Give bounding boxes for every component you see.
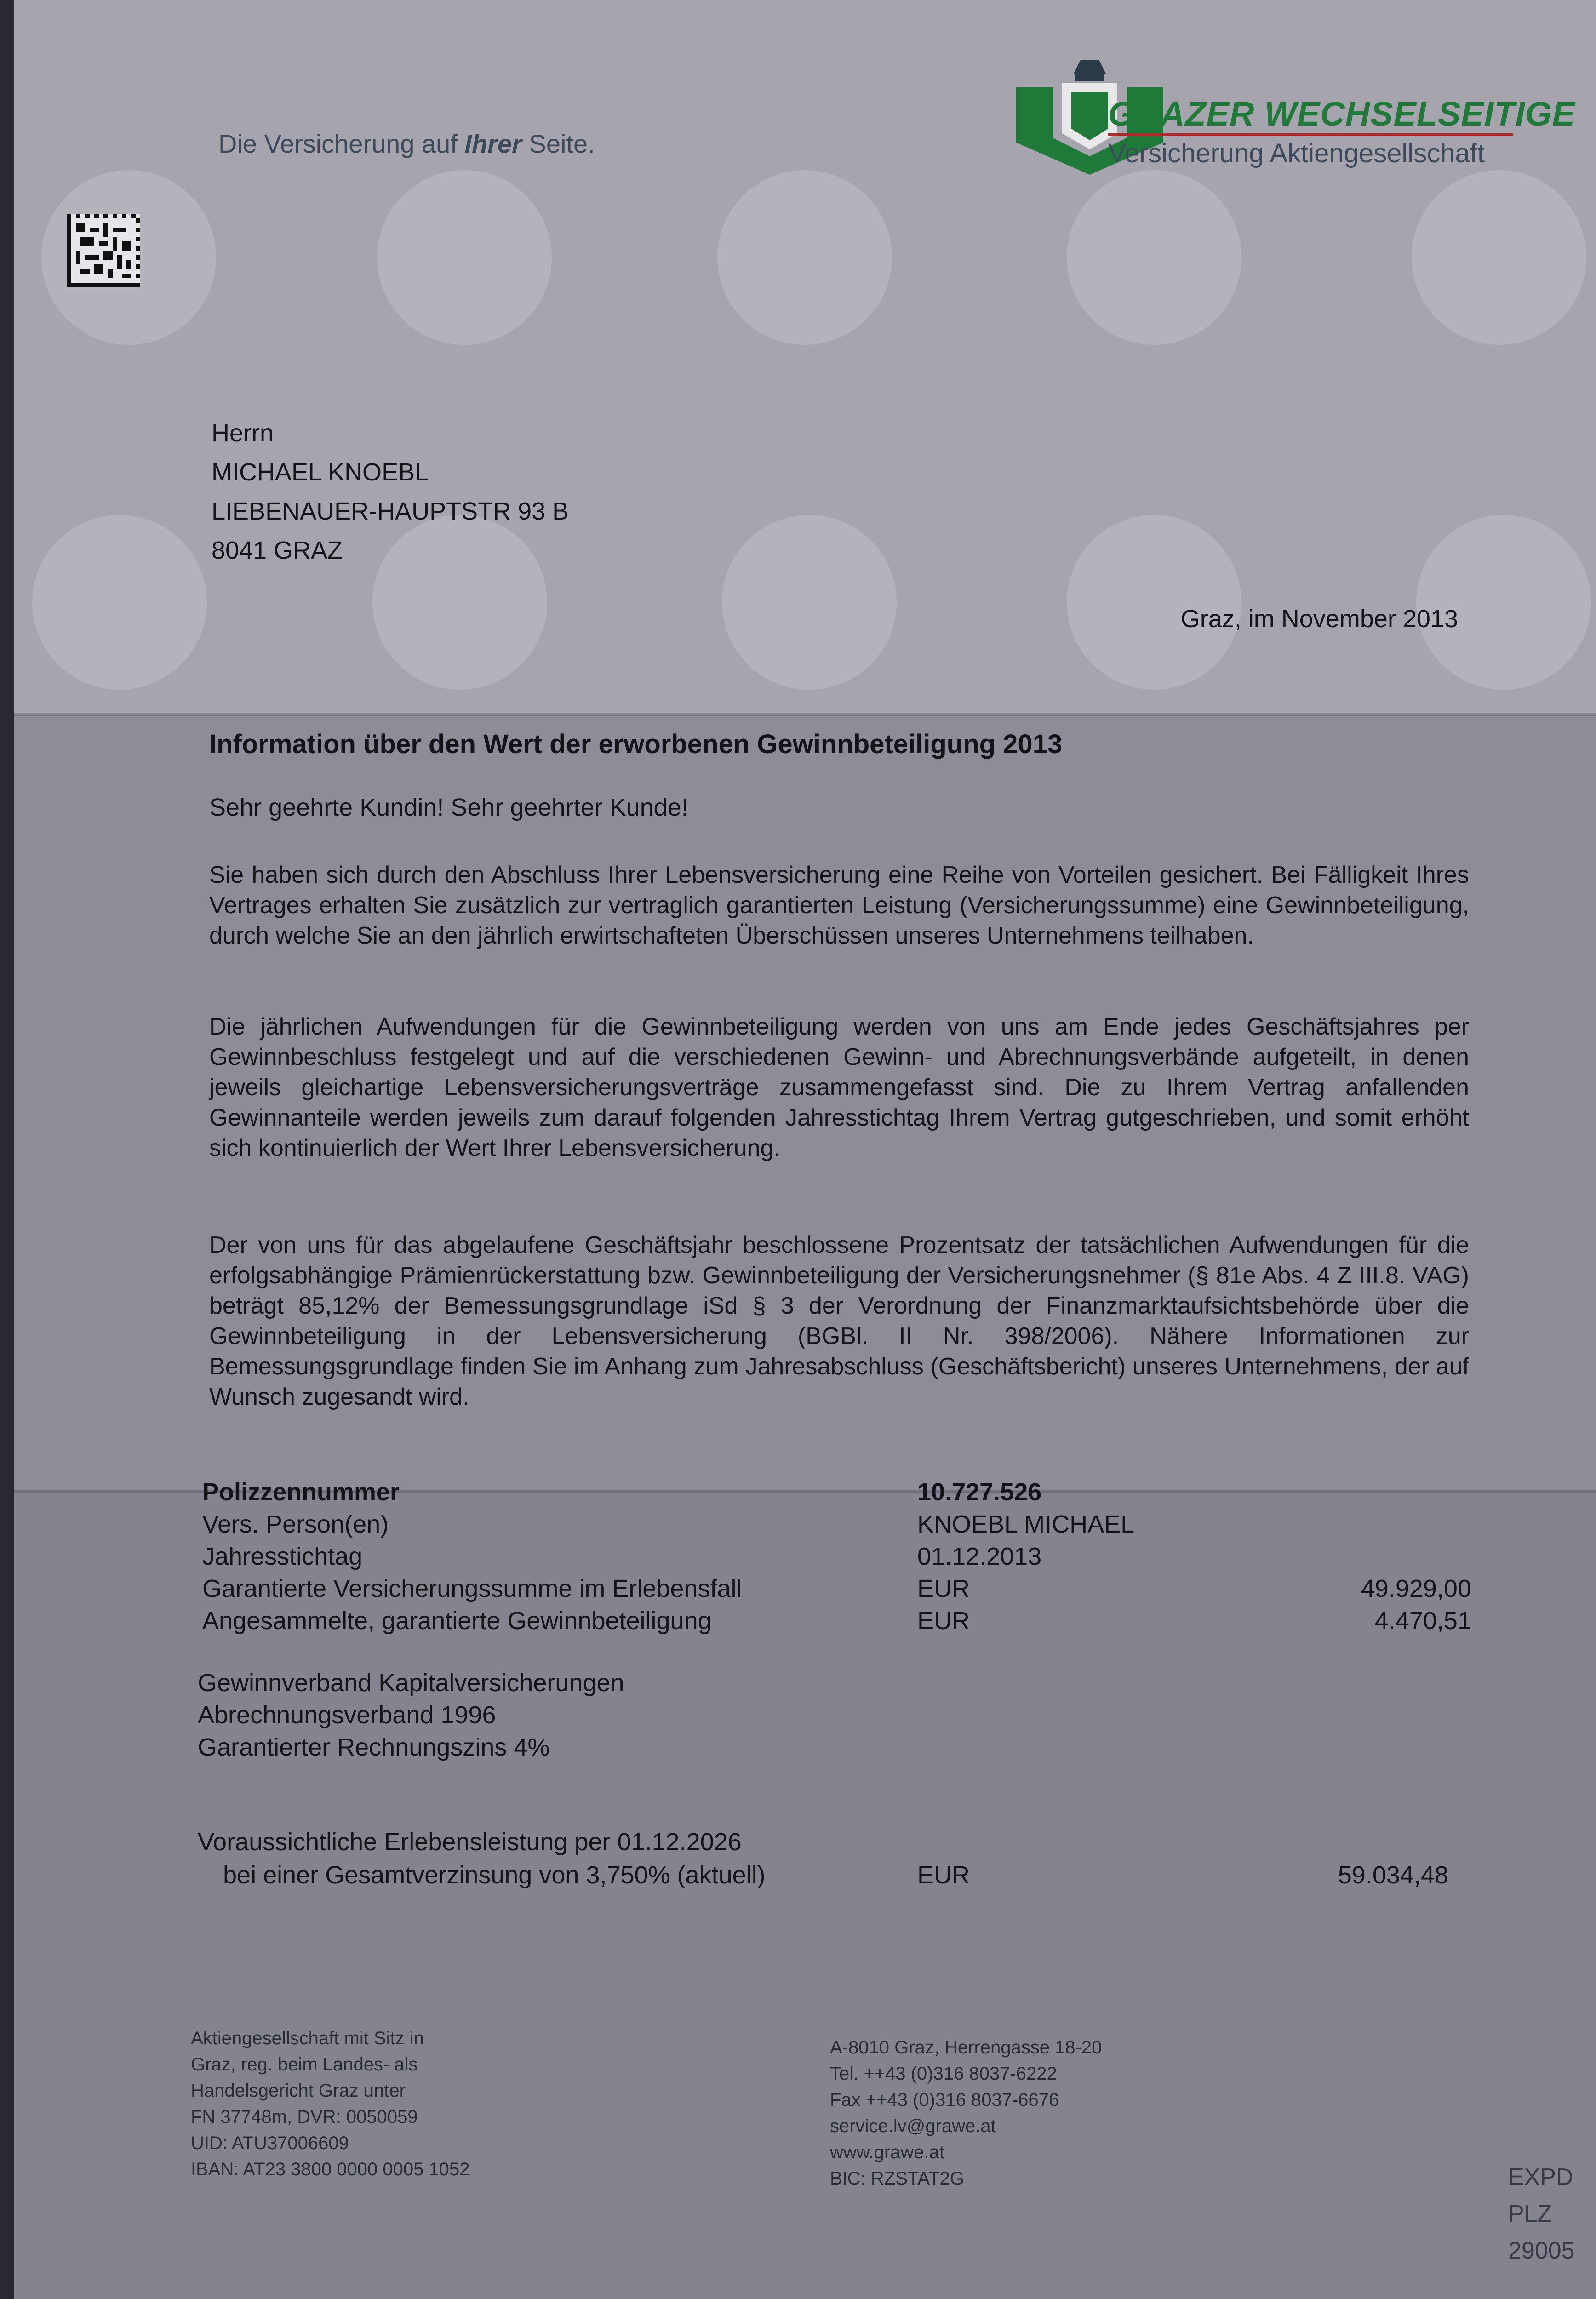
footer-line: UID: ATU37006609 bbox=[191, 2133, 349, 2153]
stamp-line: 29005 bbox=[1508, 2237, 1575, 2264]
profit-group: Gewinnverband Kapitalversicherungen bbox=[198, 1669, 624, 1697]
watermark-circle bbox=[717, 170, 892, 345]
policy-amount: 4.470,51 bbox=[1374, 1607, 1471, 1635]
policy-currency: EUR bbox=[917, 1607, 970, 1635]
company-name: GRAZER WECHSELSEITIGE bbox=[1108, 95, 1575, 133]
footer-contact-info bbox=[830, 2035, 1102, 2192]
stamp-line: EXPD bbox=[1508, 2164, 1573, 2190]
letter-sheet bbox=[14, 0, 1596, 2299]
logo-divider bbox=[1108, 133, 1513, 136]
policy-amount: 49.929,00 bbox=[1361, 1575, 1471, 1602]
table-row bbox=[202, 1605, 1471, 1637]
policy-table bbox=[202, 1476, 1471, 1637]
table-row bbox=[202, 1508, 1471, 1540]
tagline-text: Die Versicherung auf bbox=[218, 129, 465, 158]
recipient-street: LIEBENAUER-HAUPTSTR 93 B bbox=[212, 498, 569, 525]
watermark-circle bbox=[377, 170, 552, 345]
footer-line: Aktiengesellschaft mit Sitz in bbox=[191, 2028, 424, 2048]
footer-line: service.lv@grawe.at bbox=[830, 2116, 996, 2136]
policy-value: 01.12.2013 bbox=[917, 1543, 1042, 1570]
footer-line: Tel. ++43 (0)316 8037-6222 bbox=[830, 2064, 1057, 2084]
body-paragraph: Die jährlichen Aufwendungen für die Gewinnbeteiligung werden von uns am Ende jedes Geschäftsjahres per Gewinnbeschluss festgelegt und auf die verschiedenen Gewinn- und Abrechnungsverbände aufgeteilt, in denen jeweils gleichartige Lebensversicherungsverträge zusammengefasst sind. Die zu Ihrem Vertrag anfallenden Gewinnanteile werden jeweils zum darauf folgenden Jahresstichtag Ihrem Vertrag gutgeschrieben, und somit erhöht sich kontinuierlich der Wert Ihrer Lebensversicherung. bbox=[209, 1013, 1469, 1161]
table-row bbox=[202, 1476, 1471, 1508]
policy-label: Garantierte Versicherungssumme im Erlebensfall bbox=[202, 1575, 742, 1602]
watermark-circle bbox=[32, 515, 207, 690]
postal-stamp bbox=[1508, 2159, 1575, 2269]
policy-label: Vers. Person(en) bbox=[202, 1510, 389, 1538]
fold-line bbox=[14, 713, 1596, 716]
table-row bbox=[202, 1573, 1471, 1605]
letter-title: Information über den Wert der erworbenen Gewinnbeteiligung 2013 bbox=[209, 729, 1063, 759]
footer-line: www.grawe.at bbox=[830, 2142, 944, 2162]
projected-benefit bbox=[198, 1825, 1448, 1892]
projection-rate: bei einer Gesamtverzinsung von 3,750% (aktuell) bbox=[223, 1861, 766, 1889]
footer-line: Fax ++43 (0)316 8037-6676 bbox=[830, 2090, 1059, 2110]
watermark-circle bbox=[1067, 515, 1241, 690]
watermark-circle bbox=[722, 515, 897, 690]
recipient-salutation: Herrn bbox=[212, 419, 274, 447]
letter-date: Graz, im November 2013 bbox=[1180, 605, 1458, 633]
footer-line: Handelsgericht Graz unter bbox=[191, 2081, 406, 2101]
footer-line: Graz, reg. beim Landes- als bbox=[191, 2054, 418, 2075]
policy-value: 10.727.526 bbox=[917, 1478, 1042, 1506]
footer-line: FN 37748m, DVR: 0050059 bbox=[191, 2107, 418, 2127]
accounting-group: Abrechnungsverband 1996 bbox=[198, 1701, 496, 1729]
footer-company-info bbox=[191, 2025, 469, 2183]
guaranteed-interest: Garantierter Rechnungszins 4% bbox=[198, 1733, 550, 1761]
recipient-name: MICHAEL KNOEBL bbox=[212, 458, 429, 486]
recipient-address bbox=[212, 414, 569, 570]
policy-value: KNOEBL MICHAEL bbox=[917, 1510, 1135, 1538]
watermark-circle bbox=[1416, 515, 1591, 690]
company-subtitle: Versicherung Aktiengesellschaft bbox=[1108, 138, 1485, 168]
stamp-line: PLZ bbox=[1508, 2201, 1552, 2227]
watermark-circle bbox=[1412, 170, 1586, 345]
tagline-emphasis: Ihrer bbox=[464, 129, 522, 158]
policy-label: Angesammelte, garantierte Gewinnbeteiligung bbox=[202, 1607, 712, 1635]
policy-currency: EUR bbox=[917, 1575, 970, 1602]
profit-group-info bbox=[198, 1667, 624, 1763]
policy-label: Polizzennummer bbox=[202, 1478, 400, 1506]
tagline-text: Seite. bbox=[521, 129, 595, 158]
recipient-city: 8041 GRAZ bbox=[212, 537, 343, 564]
company-tagline bbox=[218, 129, 595, 159]
projection-currency: EUR bbox=[917, 1861, 970, 1889]
datamatrix-code-icon bbox=[67, 214, 140, 287]
watermark-circle bbox=[1067, 170, 1241, 345]
footer-line: IBAN: AT23 3800 0000 0005 1052 bbox=[191, 2159, 470, 2179]
policy-label: Jahresstichtag bbox=[202, 1543, 363, 1570]
projection-label: Voraussichtliche Erlebensleistung per 01.12.2026 bbox=[198, 1828, 742, 1856]
footer-line: BIC: RZSTAT2G bbox=[830, 2168, 964, 2189]
footer-line: A-8010 Graz, Herrengasse 18-20 bbox=[830, 2037, 1102, 2058]
projection-amount: 59.034,48 bbox=[1338, 1861, 1448, 1889]
table-row bbox=[202, 1540, 1471, 1573]
body-paragraph: Sie haben sich durch den Abschluss Ihrer Lebensversicherung eine Reihe von Vorteilen gesichert. Bei Fälligkeit Ihres Vertrages erhalten Sie zusätzlich zur vertraglich garantierten Leistung (Versicherungssumme) eine Gewinnbeteiligung, durch welche Sie an den jährlich erwirtschafteten Überschüssen unseres Unternehmens teilhaben. bbox=[209, 862, 1469, 949]
letter-greeting: Sehr geehrte Kundin! Sehr geehrter Kunde! bbox=[209, 794, 688, 821]
body-paragraph: Der von uns für das abgelaufene Geschäftsjahr beschlossene Prozentsatz der tatsächlichen Aufwendungen für die erfolgsabhängige Prämienrückerstattung bzw. Gewinnbeteiligung der Versicherungsnehmer (§ 81e Abs. 4 Z III.8. VAG) beträgt 85,12% der Bemessungsgrundlage iSd § 3 der Verordnung der Finanzmarktaufsichtsbehörde über die Gewinnbeteiligung in der Lebensversicherung (BGBl. II Nr. 398/2006). Nähere Informationen zur Bemessungsgrundlage finden Sie im Anhang zum Jahresabschluss (Geschäftsbericht) unseres Unternehmens, der auf Wunsch zugesandt wird. bbox=[209, 1232, 1469, 1410]
